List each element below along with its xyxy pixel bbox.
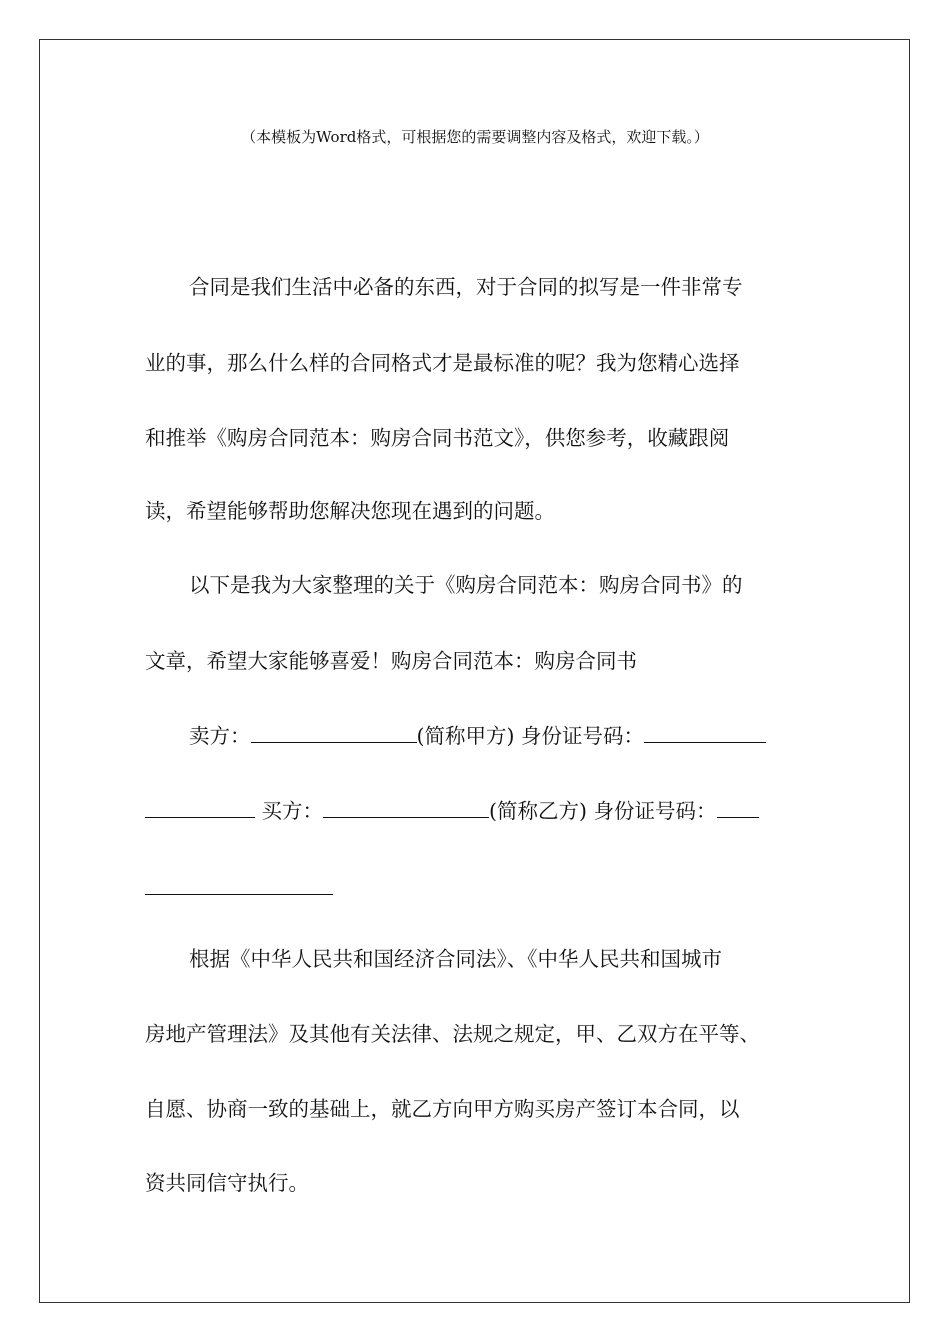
seller-id-blank-cont[interactable] [145, 797, 255, 818]
seller-label: 卖方： [189, 724, 251, 748]
seller-id-label: 身份证号码： [521, 724, 645, 748]
buyer-id-blank[interactable] [717, 797, 759, 818]
basis-line-1: 根据《中华人民共和国经济合同法》、《中华人民共和国城市 [189, 947, 722, 971]
intro-line-3: 和推举《购房合同范本：购房合同书范文》，供您参考，收藏跟阅 [145, 426, 730, 450]
basis-line-3: 自愿、协商一致的基础上，就乙方向甲方购买房产签订本合同，以 [145, 1097, 740, 1121]
seller-id-blank[interactable] [644, 722, 766, 743]
basis-line-4: 资共同信守执行。 [145, 1171, 309, 1195]
intro-line-1: 合同是我们生活中必备的东西，对于合同的拟写是一件非常专 [189, 275, 743, 299]
buyer-line [145, 797, 759, 824]
intro-line-2: 业的事，那么什么样的合同格式才是最标准的呢？我为您精心选择 [145, 351, 740, 375]
following-line-2: 文章，希望大家能够喜爱！购房合同范本：购房合同书 [145, 649, 637, 673]
intro-line-4: 读，希望能够帮助您解决您现在遇到的问题。 [145, 499, 555, 523]
buyer-label: 买方： [261, 799, 324, 823]
buyer-id-blank-cont[interactable] [145, 894, 333, 895]
following-line-1: 以下是我为大家整理的关于《购房合同范本：购房合同书》的 [189, 573, 743, 597]
seller-short-name: (简称甲方) [416, 724, 515, 748]
buyer-name-blank[interactable] [323, 797, 489, 818]
template-notice: （本模板为Word格式，可根据您的需要调整内容及格式，欢迎下载。） [241, 128, 709, 146]
buyer-id-label: 身份证号码： [593, 799, 717, 823]
basis-line-2: 房地产管理法》及其他有关法律、法规之规定，甲、乙双方在平等、 [145, 1022, 760, 1046]
seller-name-blank[interactable] [251, 722, 417, 743]
seller-line [189, 722, 766, 749]
buyer-short-name: (简称乙方) [489, 799, 588, 823]
